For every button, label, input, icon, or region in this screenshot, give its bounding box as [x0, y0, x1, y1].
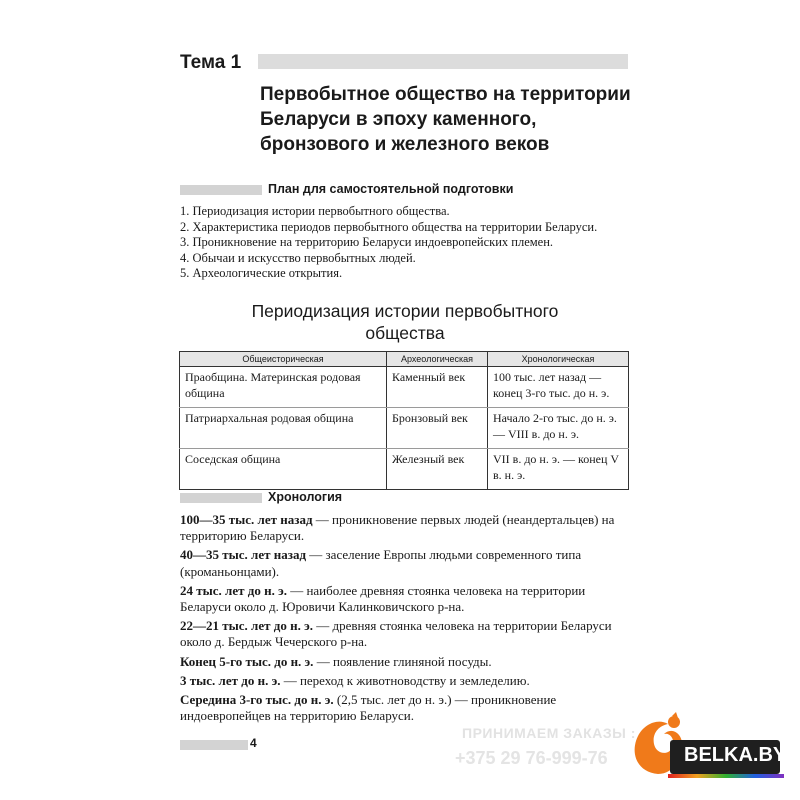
table-cell: Начало 2-го тыс. до н. э. — VIII в. до н. э. [488, 408, 629, 449]
chronology-heading: Хронология [268, 490, 343, 504]
watermark-phone-text: +375 29 76-999-76 [455, 748, 608, 768]
plan-item: 2. Характеристика периодов первобытного общества на территории Беларуси. [180, 219, 598, 234]
footer-bar [180, 740, 248, 750]
table-title-line: Периодизация истории первобытного [251, 301, 559, 321]
chronology-entry [180, 618, 630, 650]
table-cell: Железный век [387, 449, 488, 490]
plan-list [180, 204, 640, 282]
plan-item: 1. Периодизация истории первобытного общества. [180, 204, 450, 218]
table-row [180, 449, 629, 490]
table-cell: VII в. до н. э. — конец V в. н. э. [488, 449, 629, 490]
plan-item: 5. Археологические открытия. [180, 266, 343, 280]
chronology-date: 100—35 тыс. лет назад [180, 512, 313, 527]
table-title [180, 300, 630, 344]
chronology-entry [180, 692, 630, 724]
plan-heading: План для самостоятельной подготовки [268, 182, 514, 196]
chronology-date: 40—35 тыс. лет назад [180, 547, 307, 563]
chronology-entry [180, 673, 630, 689]
table-cell: Праобщина. Материнская родовая община [180, 367, 387, 408]
chronology-entry [180, 654, 630, 670]
periodization-table [179, 351, 629, 490]
chronology-date: 3 тыс. лет до н. э. [180, 672, 281, 688]
watermark-orders-text: ПРИНИМАЕМ ЗАКАЗЫ : [462, 725, 636, 741]
chronology-section-bar [180, 493, 262, 503]
chronology-text: (2,5 тыс. лет до н. э.) — проникновение индоевропейцев на территорию Беларуси. [180, 692, 557, 724]
chronology-entry [180, 583, 630, 615]
table-cell: Соседская община [180, 449, 387, 490]
topic-label: Тема 1 [180, 52, 242, 73]
chronology-text: — древняя стоянка человека на территории Беларуси около д. Бердыж Чечерского р-на. [180, 618, 612, 650]
chapter-title-line: Беларуси в эпоху каменного, [260, 109, 537, 130]
chronology-list [180, 512, 630, 727]
table-row [180, 408, 629, 449]
chapter-title-line: бронзового и железного веков [260, 134, 550, 155]
page-number: 4 [250, 736, 257, 750]
topic-header-bar [258, 54, 628, 69]
chronology-date: Конец 5-го тыс. до н. э. [180, 653, 314, 669]
chronology-date: Середина 3-го тыс. до н. э. [180, 692, 334, 708]
table-title-line: общества [365, 323, 445, 343]
chronology-text: — заселение Европы людьми современного типа (кроманьонцами). [180, 547, 582, 579]
chronology-text: — проникновение первых людей (неандертальцев) на территорию Беларуси. [180, 512, 615, 544]
logo-rainbow-stripe [668, 774, 784, 778]
plan-item: 4. Обычаи и искусство первобытных людей. [180, 250, 416, 265]
table-cell: 100 тыс. лет назад — конец 3-го тыс. до н. э. [488, 367, 629, 408]
plan-item: 3. Проникновение на территорию Беларуси индоевропейских племен. [180, 235, 554, 249]
table-cell: Бронзовый век [387, 408, 488, 449]
column-header: Хронологическая [488, 352, 629, 367]
table-row [180, 367, 629, 408]
chronology-text: — наиболее древняя стоянка человека на территории Беларуси около д. Юровичи Калинковичского р-на. [180, 582, 586, 615]
chronology-date: 22—21 тыс. лет до н. э. [180, 618, 313, 634]
table-cell: Патриархальная родовая община [180, 408, 387, 449]
table-cell: Каменный век [387, 367, 488, 408]
plan-section-bar [180, 185, 262, 195]
chronology-entry [180, 512, 630, 544]
chapter-title-line: Первобытное общество на территории [260, 84, 631, 105]
chapter-title [260, 82, 640, 157]
logo-text: BELKA.BY [684, 744, 787, 766]
column-header: Археологическая [387, 352, 488, 367]
chronology-text: — появление глиняной посуды. [313, 653, 492, 669]
chronology-date: 24 тыс. лет до н. э. [180, 582, 287, 598]
chronology-entry [180, 547, 630, 579]
column-header: Общеисторическая [180, 352, 387, 367]
chronology-text: — переход к животноводству и земледелию. [280, 672, 530, 688]
